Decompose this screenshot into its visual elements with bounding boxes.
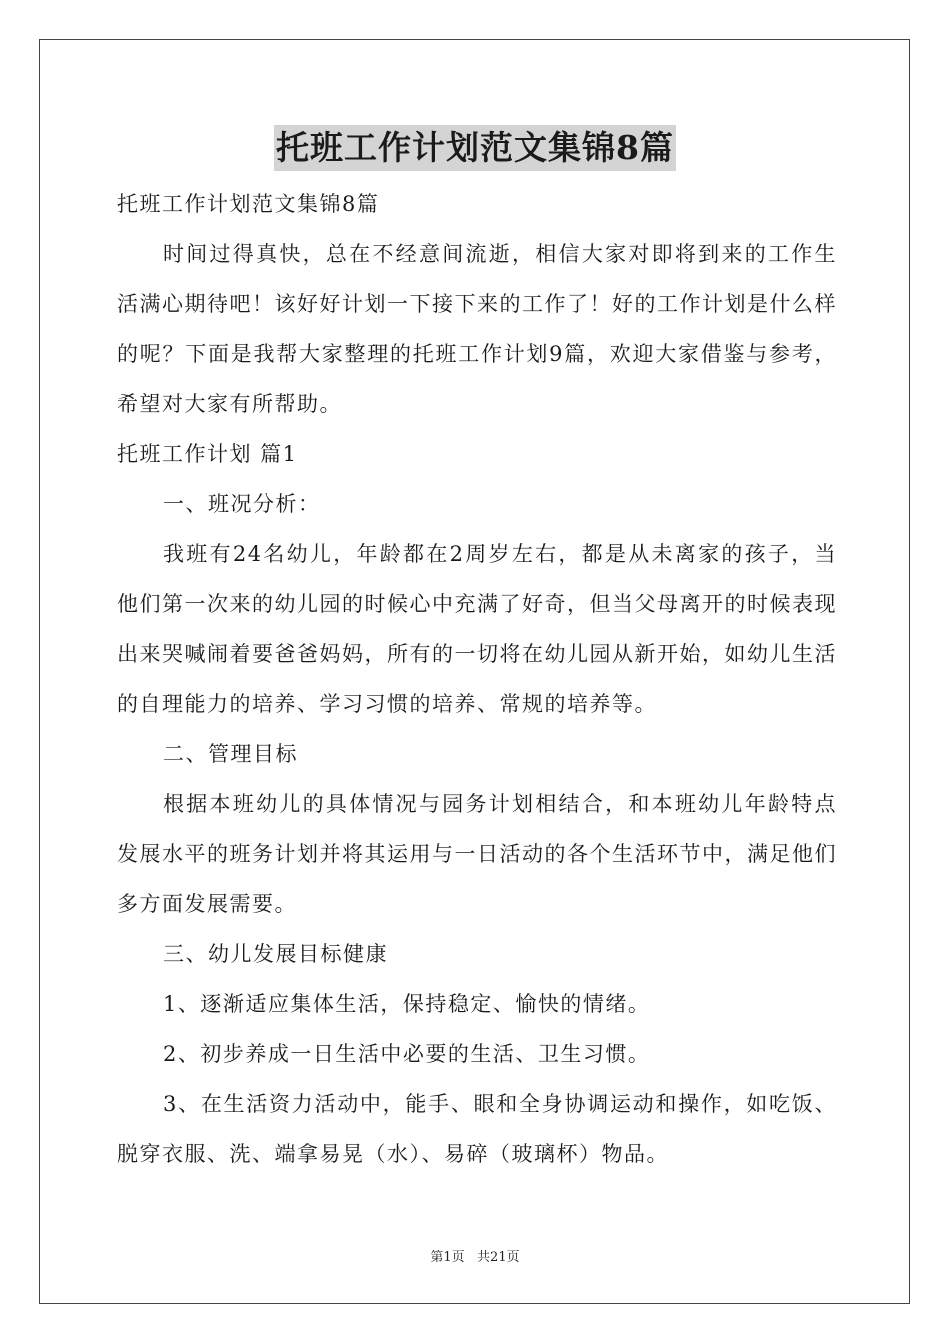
subsection-heading: 二、管理目标 [163, 742, 298, 766]
section-heading: 托班工作计划 篇1 [117, 442, 298, 466]
title-container [0, 125, 950, 171]
document-body [117, 179, 837, 1179]
list-item: 2、初步养成一日生活中必要的生活、卫生习惯。 [163, 1042, 651, 1066]
body-paragraph: 根据本班幼儿的具体情况与园务计划相结合，和本班幼儿年龄特点发展水平的班务计划并将其运用与一日活动的各个生活环节中，满足他们多方面发展需要。 [117, 792, 837, 916]
intro-paragraph: 时间过得真快，总在不经意间流逝，相信大家对即将到来的工作生活满心期待吧！该好好计划一下接下来的工作了！好的工作计划是什么样的呢？下面是我帮大家整理的托班工作计划9篇，欢迎大家借鉴与参考，希望对大家有所帮助。 [117, 242, 837, 416]
subsection-heading: 三、幼儿发展目标健康 [163, 942, 388, 966]
document-subtitle: 托班工作计划范文集锦8篇 [117, 192, 380, 216]
body-paragraph: 我班有24名幼儿，年龄都在2周岁左右，都是从未离家的孩子，当他们第一次来的幼儿园的时候心中充满了好奇，但当父母离开的时候表现出来哭喊闹着要爸爸妈妈，所有的一切将在幼儿园从新开始，如幼儿生活的自理能力的培养、学习习惯的培养、常规的培养等。 [117, 542, 837, 716]
subsection-heading: 一、班况分析： [163, 492, 321, 516]
list-item: 1、逐渐适应集体生活，保持稳定、愉快的情绪。 [163, 992, 651, 1016]
document-title: 托班工作计划范文集锦8篇 [274, 125, 676, 171]
list-item: 3、在生活资力活动中，能手、眼和全身协调运动和操作，如吃饭、脱穿衣服、洗、端拿易晃（水）、易碎（玻璃杯）物品。 [117, 1092, 837, 1166]
page-footer: 第1页 共21页 [430, 1250, 520, 1265]
